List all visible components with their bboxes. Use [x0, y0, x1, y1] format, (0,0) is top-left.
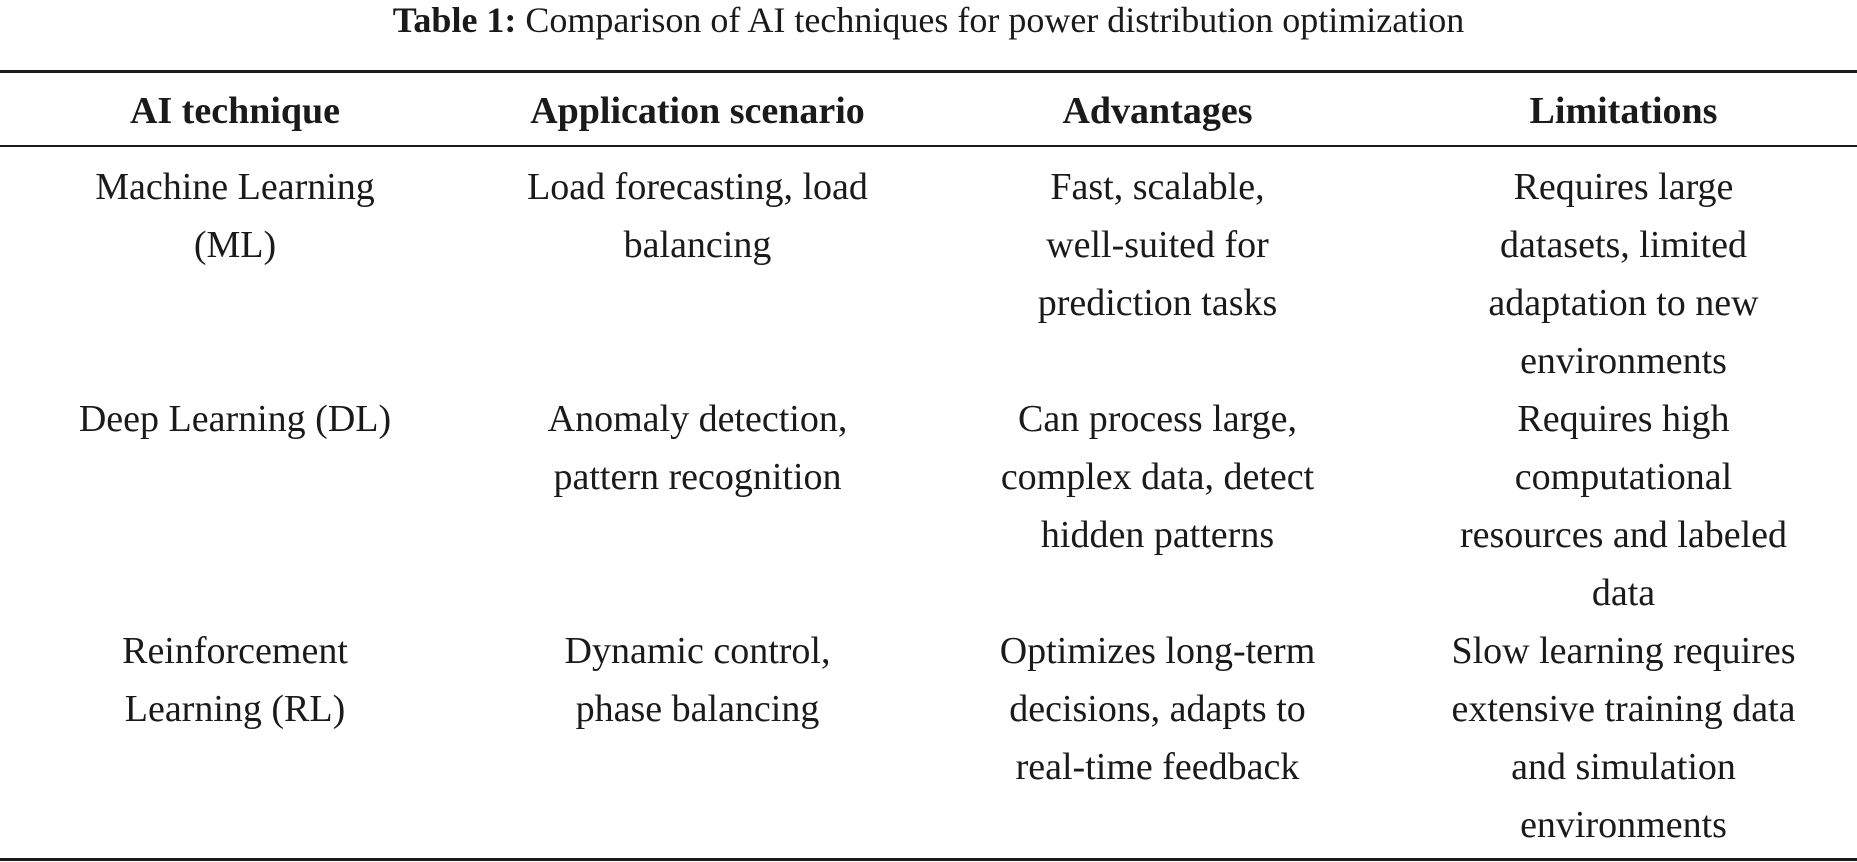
cell-line: complex data, detect [1000, 456, 1315, 498]
table-cell-limitations [1390, 622, 1857, 854]
table-cell-ai-technique [0, 390, 470, 448]
cell-line: Fast, scalable, [1050, 166, 1265, 208]
table-cell-application-scenario [470, 390, 925, 506]
cell-line: adaptation to new [1488, 282, 1759, 324]
cell-line: pattern recognition [553, 456, 842, 498]
table-cell-application-scenario [470, 622, 925, 738]
cell-line: well-suited for [1046, 224, 1269, 266]
cell-line: Optimizes long-term [999, 630, 1316, 672]
column-header-ai-technique: AI technique [129, 90, 341, 132]
cell-line: data [1591, 572, 1656, 614]
table-cell-advantages [925, 622, 1390, 796]
cell-line: Deep Learning (DL) [78, 398, 392, 440]
table-caption [0, 0, 1857, 44]
table-caption-label: Table 1: [392, 0, 517, 40]
cell-line: Dynamic control, [564, 630, 831, 672]
table-top-rule [0, 70, 1857, 73]
cell-line: prediction tasks [1037, 282, 1278, 324]
cell-line: Reinforcement [122, 630, 348, 672]
table-cell-advantages [925, 390, 1390, 564]
column-header-advantages: Advantages [1062, 90, 1253, 132]
table-cell-limitations [1390, 158, 1857, 390]
cell-line: (ML) [193, 224, 277, 266]
cell-line: hidden patterns [1040, 514, 1275, 556]
cell-line: Requires high [1517, 398, 1730, 440]
cell-line: phase balancing [575, 688, 820, 730]
cell-line: Can process large, [1018, 398, 1297, 440]
cell-line: computational [1514, 456, 1733, 498]
cell-line: decisions, adapts to [1009, 688, 1306, 730]
cell-line: balancing [623, 224, 772, 266]
cell-line: environments [1520, 804, 1727, 846]
column-header-limitations: Limitations [1529, 90, 1718, 132]
cell-line: environments [1520, 340, 1727, 382]
cell-line: and simulation [1511, 746, 1736, 788]
cell-line: Slow learning requires [1451, 630, 1796, 672]
table-header-rule [0, 145, 1857, 147]
column-header-application-scenario: Application scenario [530, 90, 865, 132]
cell-line: Load forecasting, load [527, 166, 868, 208]
table-cell-advantages [925, 158, 1390, 332]
table-caption-text: Comparison of AI techniques for power distribution optimization [516, 0, 1465, 40]
table-bottom-rule [0, 858, 1857, 861]
cell-line: datasets, limited [1500, 224, 1747, 266]
cell-line: resources and labeled [1459, 514, 1788, 556]
table-cell-ai-technique [0, 622, 470, 738]
cell-line: Anomaly detection, [547, 398, 848, 440]
cell-line: Learning (RL) [124, 688, 346, 730]
table-cell-ai-technique [0, 158, 470, 274]
cell-line: Machine Learning [95, 166, 375, 208]
table-cell-limitations [1390, 390, 1857, 622]
cell-line: extensive training data [1451, 688, 1796, 730]
table-cell-application-scenario [470, 158, 925, 274]
cell-line: Requires large [1513, 166, 1734, 208]
cell-line: real-time feedback [1015, 746, 1300, 788]
